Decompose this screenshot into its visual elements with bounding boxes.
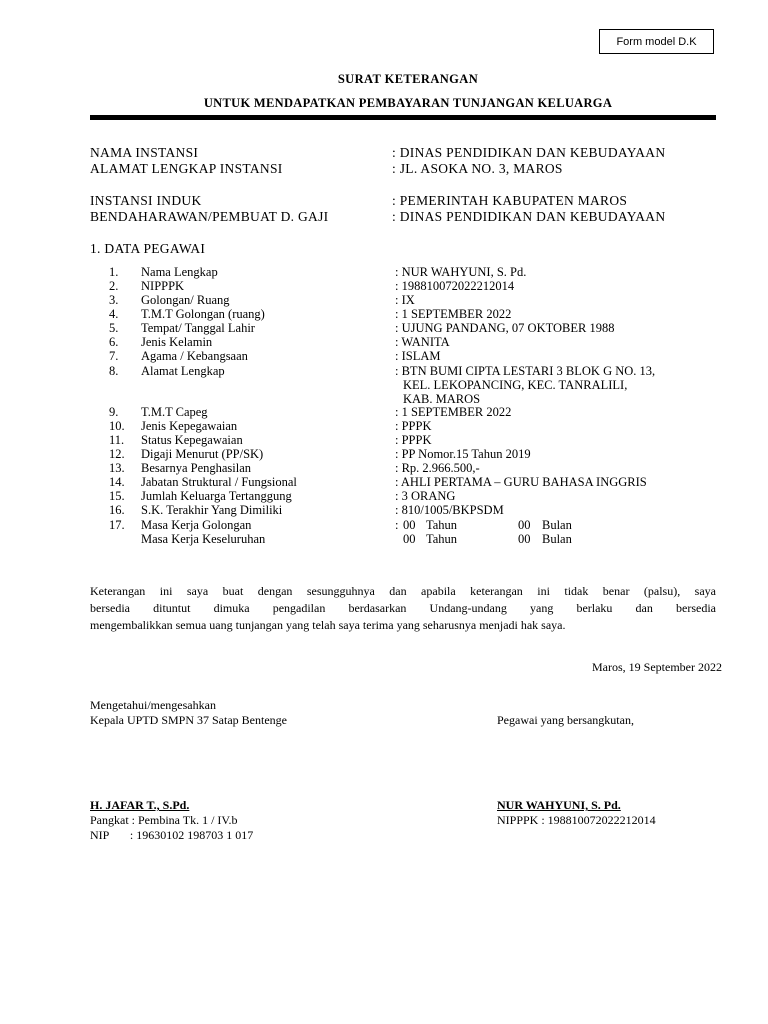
row-value: : 810/1005/BKPSDM (395, 503, 504, 517)
row-value: : IX (395, 293, 415, 307)
row-number: 15. (109, 489, 125, 503)
row-label: Jumlah Keluarga Tertanggung (141, 489, 292, 503)
form-model-label: Form model D.K (599, 29, 714, 54)
row-label: Masa Kerja Keseluruhan (141, 532, 266, 546)
row-number: 7. (109, 349, 119, 363)
field-value-alamat-instansi: : JL. ASOKA NO. 3, MAROS (392, 161, 563, 176)
row-value-continued: KAB. MAROS (403, 392, 481, 406)
row-value: : 1 SEPTEMBER 2022 (395, 307, 512, 321)
row-label: Jenis Kepegawaian (141, 419, 238, 433)
row-number: 2. (109, 279, 119, 293)
months-unit: Bulan (542, 532, 572, 546)
row-value: : 198810072022212014 (395, 279, 515, 293)
statement-line: bersedia dituntut dimuka pengadilan berdasarkan Undang-undang yang berlaku dan bersedia (90, 601, 716, 615)
row-number: 12. (109, 447, 125, 461)
row-number: 13. (109, 461, 125, 475)
row-number: 8. (109, 364, 119, 378)
row-colon: : (395, 518, 399, 532)
row-value: : UJUNG PANDANG, 07 OKTOBER 1988 (395, 321, 615, 335)
years-unit: Tahun (426, 518, 458, 532)
document-subtitle: UNTUK MENDAPATKAN PEMBAYARAN TUNJANGAN KELUARGA (203, 96, 613, 110)
row-number: 16. (109, 503, 125, 517)
row-value: : NUR WAHYUNI, S. Pd. (395, 265, 527, 279)
row-label: Digaji Menurut (PP/SK) (141, 447, 264, 461)
row-label: Tempat/ Tanggal Lahir (141, 321, 255, 335)
row-number: 5. (109, 321, 119, 335)
row-number: 4. (109, 307, 119, 321)
row-label: S.K. Terakhir Yang Dimiliki (141, 503, 283, 517)
row-value: : BTN BUMI CIPTA LESTARI 3 BLOK G NO. 13, (395, 364, 656, 378)
row-value: : 3 ORANG (395, 489, 456, 503)
document-title: SURAT KETERANGAN (337, 72, 479, 86)
place-date: Maros, 19 September 2022 (592, 660, 722, 674)
months-value: 00 (518, 518, 531, 532)
years-value: 00 (403, 532, 416, 546)
field-value-nama-instansi: : DINAS PENDIDIKAN DAN KEBUDAYAAN (392, 145, 666, 160)
row-label: Besarnya Penghasilan (141, 461, 252, 475)
row-number: 14. (109, 475, 125, 489)
title-divider (90, 115, 716, 120)
section-title: 1. DATA PEGAWAI (90, 241, 206, 256)
row-number: 10. (109, 419, 125, 433)
row-value: : 1 SEPTEMBER 2022 (395, 405, 512, 419)
row-value: : Rp. 2.966.500,- (395, 461, 480, 475)
row-label: Agama / Kebangsaan (141, 349, 248, 363)
row-label: Masa Kerja Golongan (141, 518, 252, 532)
row-number: 11. (109, 433, 125, 447)
row-value: : PPPK (395, 433, 432, 447)
row-number: 6. (109, 335, 119, 349)
row-number: 3. (109, 293, 119, 307)
row-value-continued: KEL. LEKOPANCING, KEC. TANRALILI, (403, 378, 628, 392)
row-label: Jabatan Struktural / Fungsional (141, 475, 297, 489)
row-value: : PPPK (395, 419, 432, 433)
field-value-instansi-induk: : PEMERINTAH KABUPATEN MAROS (392, 193, 628, 208)
row-label: Alamat Lengkap (141, 364, 225, 378)
approver-position: Kepala UPTD SMPN 37 Satap Bentenge (90, 713, 287, 727)
approver-nip: NIP : 19630102 198703 1 017 (90, 828, 254, 842)
employee-name: NUR WAHYUNI, S. Pd. (497, 798, 621, 812)
statement-line: Keterangan ini saya buat dengan sesungguhnya dan apabila keterangan ini tidak benar (palsu), saya (90, 584, 716, 598)
approver-name: H. JAFAR T., S.Pd. (90, 798, 190, 812)
row-number: 1. (109, 265, 119, 279)
row-value: : ISLAM (395, 349, 441, 363)
row-number: 9. (109, 405, 119, 419)
approval-caption: Mengetahui/mengesahkan (90, 698, 216, 712)
years-value: 00 (403, 518, 416, 532)
statement-line: mengembalikkan semua uang tunjangan yang telah saya terima yang seharusnya menjadi hak saya. (90, 618, 566, 632)
row-label: T.M.T Capeg (141, 405, 208, 419)
months-unit: Bulan (542, 518, 572, 532)
field-label-alamat-instansi: ALAMAT LENGKAP INSTANSI (90, 161, 283, 176)
row-label: Golongan/ Ruang (141, 293, 230, 307)
row-value: : PP Nomor.15 Tahun 2019 (395, 447, 531, 461)
row-value: : WANITA (395, 335, 450, 349)
employee-caption: Pegawai yang bersangkutan, (497, 713, 634, 727)
employee-nipppk: NIPPPK : 198810072022212014 (497, 813, 656, 827)
years-unit: Tahun (426, 532, 458, 546)
statement-paragraph (90, 583, 716, 634)
months-value: 00 (518, 532, 531, 546)
row-label: Jenis Kelamin (141, 335, 213, 349)
row-number: 17. (109, 518, 125, 532)
row-label: NIPPPK (141, 279, 185, 293)
row-label: T.M.T Golongan (ruang) (141, 307, 265, 321)
row-value: : AHLI PERTAMA – GURU BAHASA INGGRIS (395, 475, 647, 489)
field-label-instansi-induk: INSTANSI INDUK (90, 193, 202, 208)
field-value-bendaharawan: : DINAS PENDIDIKAN DAN KEBUDAYAAN (392, 209, 666, 224)
field-label-bendaharawan: BENDAHARAWAN/PEMBUAT D. GAJI (90, 209, 329, 224)
field-label-nama-instansi: NAMA INSTANSI (90, 145, 199, 160)
row-label: Nama Lengkap (141, 265, 218, 279)
row-label: Status Kepegawaian (141, 433, 243, 447)
approver-rank: Pangkat : Pembina Tk. 1 / IV.b (90, 813, 238, 827)
